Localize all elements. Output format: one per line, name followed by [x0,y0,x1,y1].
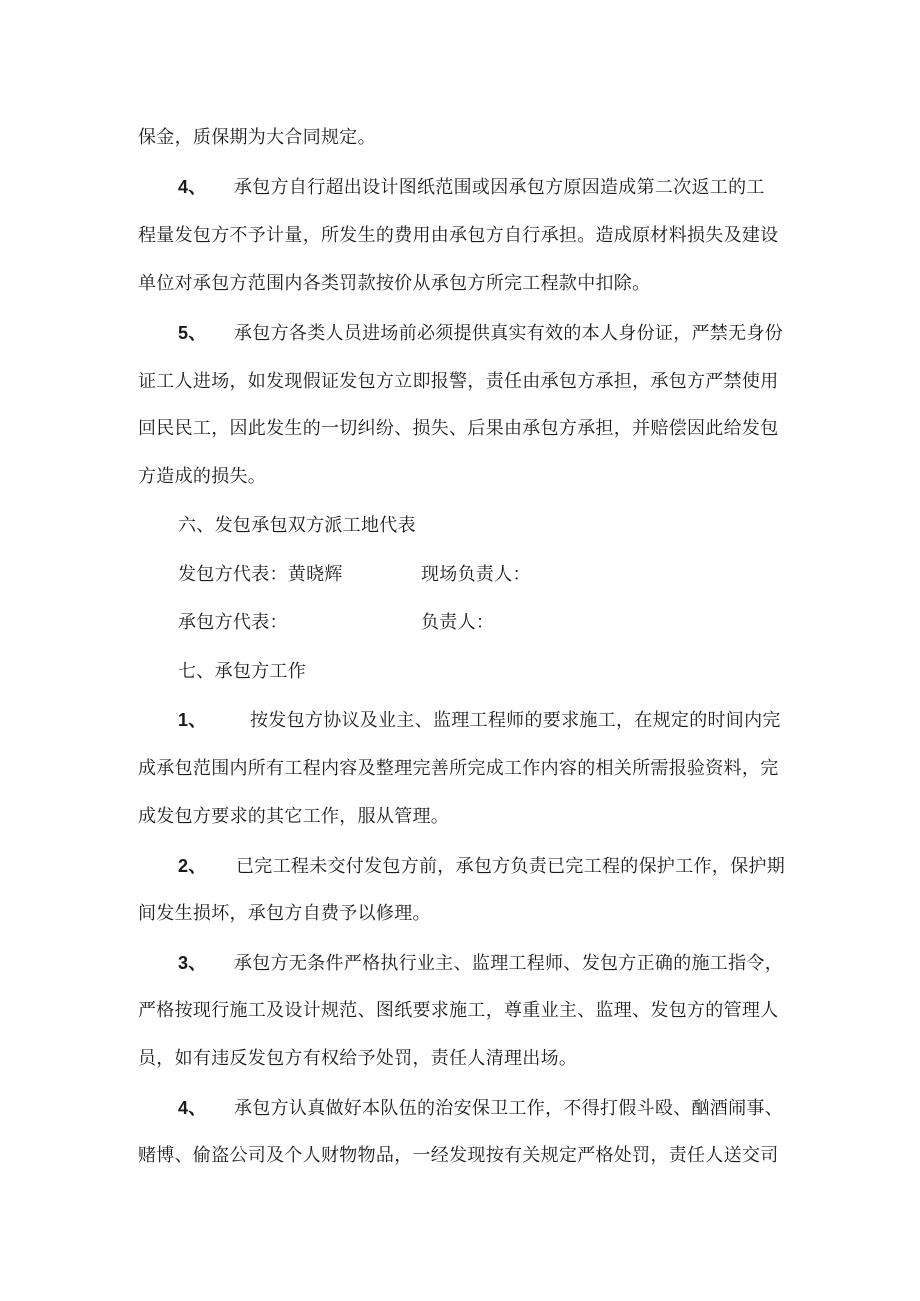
contractor-representative: 承包方代表： [178,612,288,633]
paragraph-text: 按发包方协议及业主、监理工程师的要求施工，在规定的时间内完 [250,710,781,731]
item-4-line-2: 赌博、偷盗公司及个人财物物品，一经发现按有关规定严格处罚，责任人送交司 [138,1145,779,1166]
employer-representative: 发包方代表：黄晓辉 [178,564,343,585]
item-3-line-2: 严格按现行施工及设计规范、图纸要求施工，尊重业主、监理、发包方的管理人 [138,1000,779,1021]
item-number: 2、 [178,856,207,876]
paragraph-5-line-4: 方造成的损失。 [138,466,267,487]
paragraph-5-line-3: 回民民工，因此发生的一切纠纷、损失、后果由承包方承担，并赔偿因此给发包 [138,418,779,439]
paragraph-4-line-2: 程量发包方不予计量，所发生的费用由承包方自行承担。造成原材料损失及建设 [138,225,779,246]
item-number: 4、 [178,177,207,197]
item-3-line-3: 员，如有违反发包方有权给予处罚，责任人清理出场。 [138,1048,578,1069]
paragraph-5-line-1 [178,322,783,345]
section-7-heading: 七、承包方工作 [178,661,307,682]
item-number: 5、 [178,323,207,343]
section-6-heading: 六、发包承包双方派工地代表 [178,515,416,536]
responsible-person-label: 负责人： [421,612,495,633]
representative-row-1 [178,564,531,586]
item-2-line-2: 间发生损坏，承包方自费予以修理。 [138,903,431,924]
item-1-line-3: 成发包方要求的其它工作，服从管理。 [138,806,450,827]
item-4-line-1 [178,1097,783,1120]
paragraph-5-line-2: 证工人进场，如发现假证发包方立即报警，责任由承包方承担，承包方严禁使用 [138,371,779,392]
item-2-line-1 [178,855,785,878]
item-1-line-1 [178,709,781,732]
item-1-line-2: 成承包范围内所有工程内容及整理完善所完成工作内容的相关所需报验资料，完 [138,758,779,779]
paragraph-4-line-3: 单位对承包方范围内各类罚款按价从承包方所完工程款中扣除。 [138,273,651,294]
site-manager-label: 现场负责人： [421,564,531,585]
paragraph-text: 承包方各类人员进场前必须提供真实有效的本人身份证，严禁无身份 [234,323,783,344]
paragraph-continuation: 保金，质保期为大合同规定。 [138,127,376,148]
paragraph-text: 承包方认真做好本队伍的治安保卫工作，不得打假斗殴、酗酒闹事、 [234,1098,783,1119]
item-number: 3、 [178,953,207,973]
item-number: 1、 [178,710,207,730]
paragraph-text: 已完工程未交付发包方前，承包方负责已完工程的保护工作，保护期 [236,856,785,877]
item-3-line-1 [178,952,783,975]
paragraph-text: 承包方自行超出设计图纸范围或因承包方原因造成第二次返工的工 [234,177,765,198]
representative-row-2 [178,612,494,634]
item-number: 4、 [178,1098,207,1118]
paragraph-text: 承包方无条件严格执行业主、监理工程师、发包方正确的施工指令， [234,953,783,974]
paragraph-4-line-1 [178,176,765,199]
